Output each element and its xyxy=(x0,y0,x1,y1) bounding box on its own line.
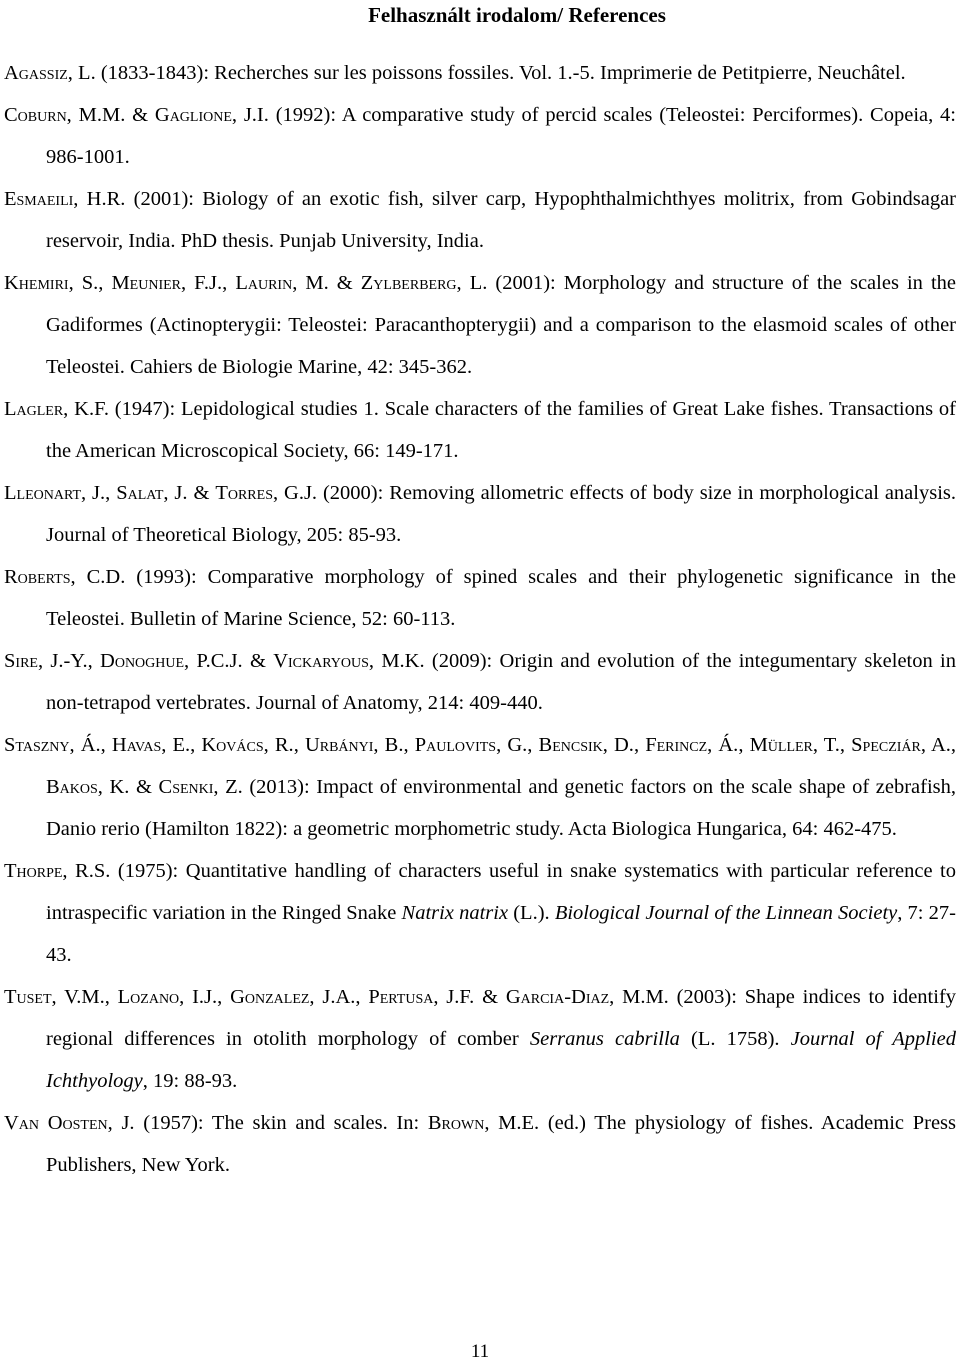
reference-author: Pertusa, J.F. xyxy=(368,986,475,1008)
reference-text: (1957): The skin and scales. In: xyxy=(134,1112,428,1134)
reference-author: Csenki, Z. xyxy=(158,776,243,798)
reference-author: Van Oosten, J. xyxy=(4,1112,135,1134)
reference-text: (2013): Impact of environmental and genetic factors on the scale shape of zebrafish, Danio rerio (Hamilton 1822): a geometric morphometric study. Acta Biologica Hungarica, 64: 462-475. xyxy=(46,776,956,840)
reference-author: Gaglione, J.I. xyxy=(154,104,269,126)
reference-author: Lleonart, J. xyxy=(4,482,106,504)
reference-author: Kovács, R. xyxy=(201,734,294,756)
reference-author: Sire, J.-Y. xyxy=(4,650,88,672)
author-separator: & xyxy=(187,482,216,504)
reference-author: Urbányi, B. xyxy=(304,734,404,756)
reference-author: Thorpe, R.S. xyxy=(4,860,111,882)
reference-entry xyxy=(4,94,956,178)
reference-text: (L. 1758). xyxy=(679,1028,791,1050)
reference-italic-text: Serranus cabrilla xyxy=(529,1028,680,1050)
reference-author: Agassiz, L. xyxy=(4,62,96,84)
author-separator: & xyxy=(328,272,361,294)
reference-text: (L.). xyxy=(508,902,555,924)
reference-author: Lozano, I.J. xyxy=(117,986,218,1008)
reference-text: (2009): Origin and evolution of the integumentary skeleton in non-tetrapod vertebrates. Journal of Anatomy, 214: 409-440. xyxy=(46,650,956,714)
reference-entry xyxy=(4,52,956,94)
reference-author: Bencsik, D. xyxy=(538,734,634,756)
author-separator: , xyxy=(355,986,369,1008)
reference-author: Torres, G.J. xyxy=(215,482,318,504)
reference-text: (2003): Shape indices to identify regional differences in otolith morphology of comber xyxy=(46,986,957,1050)
reference-entry xyxy=(4,556,956,640)
author-separator: , xyxy=(950,734,957,756)
reference-text: (1975): Quantitative handling of characters useful in snake systematics with particular reference to intraspecific variation in the Ringed Snake xyxy=(46,860,956,924)
reference-author: Garcia-Diaz, M.M. xyxy=(505,986,669,1008)
author-separator: & xyxy=(125,104,155,126)
reference-text: (1993): Comparative morphology of spined scales and their phylogenetic significance in the Teleostei. Bulletin of Marine Science, 52: 60-113. xyxy=(46,566,956,630)
reference-text: (1947): Lepidological studies 1. Scale characters of the families of Great Lake fishes. Transactions of the American Microscopical Society, 66: 149-171. xyxy=(46,398,956,462)
reference-entry xyxy=(4,976,956,1102)
author-separator: , xyxy=(190,734,202,756)
reference-entry xyxy=(4,1102,956,1186)
reference-entry xyxy=(4,724,956,850)
reference-author: Salat, J. xyxy=(116,482,188,504)
reference-author: Khemiri, S. xyxy=(4,272,99,294)
reference-author: Coburn, M.M. xyxy=(4,104,126,126)
reference-author: Zylberberg, L. xyxy=(360,272,488,294)
reference-author: Roberts, C.D. xyxy=(4,566,126,588)
author-separator: , xyxy=(222,272,236,294)
reference-author: Müller, T. xyxy=(749,734,840,756)
author-separator: , xyxy=(403,734,415,756)
reference-italic-text: Natrix natrix xyxy=(401,902,509,924)
reference-entry xyxy=(4,640,956,724)
reference-author: Paulovits, G. xyxy=(414,734,528,756)
reference-author: Gonzalez, J.A. xyxy=(230,986,356,1008)
reference-text: , 7: 27-43. xyxy=(46,902,956,966)
reference-author: Donoghue, P.C.J. xyxy=(100,650,243,672)
reference-entry xyxy=(4,262,956,388)
reference-italic-text: Biological Journal of the Linnean Society xyxy=(554,902,898,924)
reference-author: Havas, E. xyxy=(111,734,191,756)
reference-italic-text: Journal of Applied Ichthyology xyxy=(46,1028,956,1092)
reference-list xyxy=(4,52,956,1186)
author-separator: & xyxy=(242,650,274,672)
reference-author: Esmaeili, H.R. xyxy=(4,188,126,210)
author-separator: , xyxy=(98,272,112,294)
author-separator: , xyxy=(105,482,117,504)
reference-text: (1992): A comparative study of percid scales (Teleostei: Perciformes). Copeia, 4: 986-1001. xyxy=(46,104,956,168)
author-separator: , xyxy=(100,734,112,756)
reference-text: (ed.) The physiology of fishes. Academic Press Publishers, New York. xyxy=(46,1112,956,1176)
reference-author: Meunier, F.J. xyxy=(111,272,223,294)
reference-author: Specziár, A. xyxy=(851,734,951,756)
reference-author: Staszny, Á. xyxy=(4,734,101,756)
author-separator: , xyxy=(104,986,118,1008)
reference-author: Brown, M.E. xyxy=(427,1112,540,1134)
author-separator: & xyxy=(129,776,159,798)
reference-entry xyxy=(4,850,956,976)
reference-text: , 19: 88-93. xyxy=(142,1070,238,1092)
reference-author: Laurin, M. xyxy=(235,272,329,294)
reference-author: Vickaryous, M.K. xyxy=(273,650,425,672)
author-separator: , xyxy=(293,734,305,756)
reference-entry xyxy=(4,472,956,556)
reference-author: Lagler, K.F. xyxy=(4,398,109,420)
reference-entry xyxy=(4,388,956,472)
author-separator: , xyxy=(87,650,101,672)
reference-author: Bakos, K. xyxy=(46,776,130,798)
page-heading: Felhasznált irodalom/ References xyxy=(368,3,666,27)
author-separator: , xyxy=(633,734,646,756)
page-number: 11 xyxy=(470,1341,490,1362)
author-separator: , xyxy=(839,734,852,756)
reference-author: Ferincz, Á. xyxy=(645,734,739,756)
reference-text: (2001): Morphology and structure of the scales in the Gadiformes (Actinopterygii: Teleostei: Paracanthopterygii) and a comparison to the elasmoid scales of other Teleostei. Cahiers de Biologie Marine, 42: 345-362. xyxy=(46,272,956,378)
reference-text: (2001): Biology of an exotic fish, silver carp, Hypophthalmichthyes molitrix, from Gobindsagar reservoir, India. PhD thesis. Punjab University, India. xyxy=(46,188,956,252)
author-separator: , xyxy=(217,986,231,1008)
author-separator: , xyxy=(527,734,539,756)
author-separator: , xyxy=(738,734,750,756)
author-separator: & xyxy=(474,986,506,1008)
reference-entry xyxy=(4,178,956,262)
reference-text: (1833-1843): Recherches sur les poissons fossiles. Vol. 1.-5. Imprimerie de Petitpierre, Neuchâtel. xyxy=(95,62,906,84)
reference-author: Tuset, V.M. xyxy=(4,986,105,1008)
reference-text: (2000): Removing allometric effects of body size in morphological analysis. Journal of Theoretical Biology, 205: 85-93. xyxy=(46,482,956,546)
